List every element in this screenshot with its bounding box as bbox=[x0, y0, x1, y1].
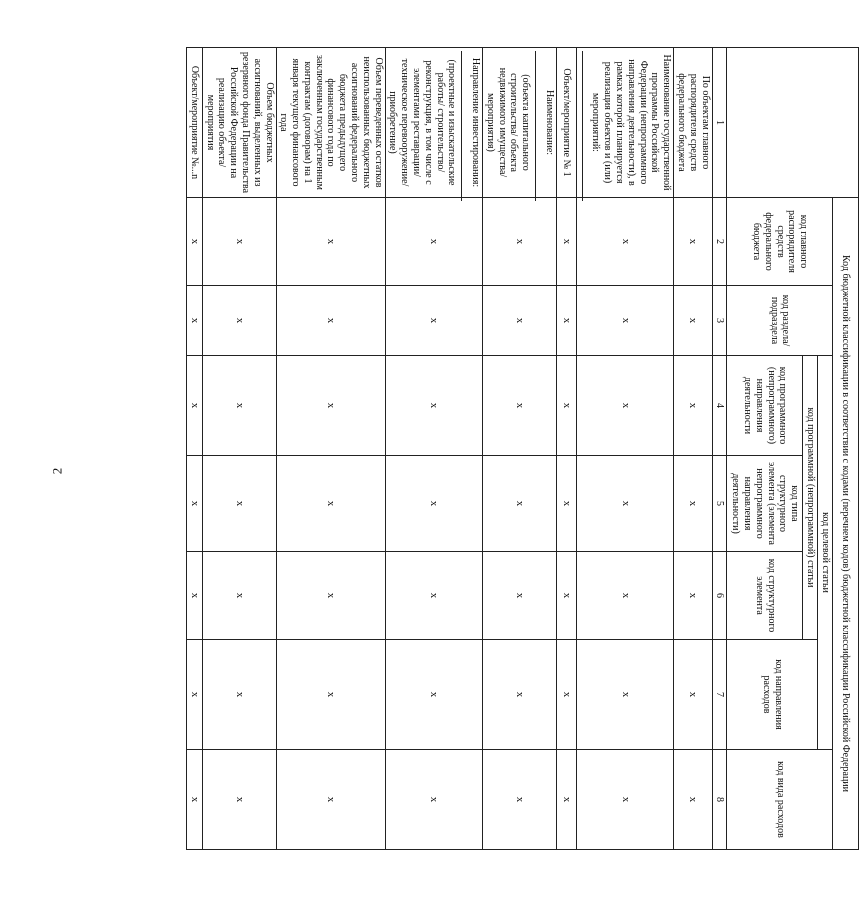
cross-mark: x bbox=[483, 286, 557, 356]
table-row bbox=[385, 48, 482, 850]
cross-mark: x bbox=[385, 198, 482, 286]
cross-mark: x bbox=[385, 286, 482, 356]
table-row bbox=[202, 48, 276, 850]
column-number: 3 bbox=[712, 286, 727, 356]
fill-in-line bbox=[535, 51, 542, 201]
cross-mark: x bbox=[483, 456, 557, 552]
cross-mark: x bbox=[202, 750, 276, 850]
cross-mark: x bbox=[202, 552, 276, 640]
structural-element-header: код структурного элемента bbox=[727, 552, 803, 640]
cross-mark: x bbox=[276, 640, 385, 750]
cross-mark: x bbox=[576, 552, 673, 640]
row-label: По объектам главного распорядителя средств федерального бюджета bbox=[674, 48, 712, 198]
cross-mark: x bbox=[276, 552, 385, 640]
cross-mark: x bbox=[483, 640, 557, 750]
cross-mark: x bbox=[674, 286, 712, 356]
cross-mark: x bbox=[674, 356, 712, 456]
cross-mark: x bbox=[674, 640, 712, 750]
cross-mark: x bbox=[276, 750, 385, 850]
cross-mark: x bbox=[576, 286, 673, 356]
cross-mark: x bbox=[276, 286, 385, 356]
object-name-label: Наименование: bbox=[543, 89, 555, 156]
cross-mark: x bbox=[202, 640, 276, 750]
cross-mark: x bbox=[186, 750, 202, 850]
cross-mark: x bbox=[576, 456, 673, 552]
cross-mark: x bbox=[483, 552, 557, 640]
row-label: Объем бюджетных ассигнований, выделенных из резервного фонда Правительства Российской Федерации на реализацию объекта/мероприятия bbox=[202, 48, 276, 198]
cross-mark: x bbox=[556, 552, 576, 640]
target-article-header: код целевой статьи bbox=[818, 356, 833, 750]
row-label bbox=[385, 48, 482, 198]
cross-mark: x bbox=[556, 198, 576, 286]
object-name-hint: (объекта капитального строительства/ объекта недвижимого имущества/ мероприятия) bbox=[484, 67, 532, 178]
cross-mark: x bbox=[483, 356, 557, 456]
cross-mark: x bbox=[674, 750, 712, 850]
budget-codes-group-header: Код бюджетной классификации в соответствии с кодами (перечнем кодов) бюджетной классификации Российской Федерации bbox=[833, 198, 859, 850]
table-row bbox=[576, 48, 673, 850]
cross-mark: x bbox=[556, 286, 576, 356]
cross-mark: x bbox=[556, 750, 576, 850]
section-header: код раздела/ подраздела bbox=[727, 286, 833, 356]
table-row bbox=[276, 48, 385, 850]
cross-mark: x bbox=[186, 286, 202, 356]
cross-mark: x bbox=[385, 640, 482, 750]
cross-mark: x bbox=[202, 356, 276, 456]
column-number: 4 bbox=[712, 356, 727, 456]
cross-mark: x bbox=[186, 640, 202, 750]
column-number: 2 bbox=[712, 198, 727, 286]
row-label: Объект/мероприятие № 1 bbox=[556, 48, 576, 198]
cross-mark: x bbox=[202, 286, 276, 356]
cross-mark: x bbox=[576, 356, 673, 456]
table-row bbox=[556, 48, 576, 850]
expense-type-header: код вида расходов bbox=[727, 750, 833, 850]
column-number: 1 bbox=[712, 48, 727, 198]
structural-type-header: код типа структурного элемента (элемента непрограммного направления деятельности) bbox=[727, 456, 803, 552]
cross-mark: x bbox=[576, 198, 673, 286]
cross-mark: x bbox=[186, 456, 202, 552]
row-label: Объем переведенных остатков неиспользованных бюджетных ассигнований федерального бюджета предыдущего финансового года по заключенным государственным контрактам (договорам) на 1 января текущего финансового года bbox=[276, 48, 385, 198]
cross-mark: x bbox=[674, 456, 712, 552]
row-label-header bbox=[727, 48, 859, 198]
cross-mark: x bbox=[556, 640, 576, 750]
cross-mark: x bbox=[186, 552, 202, 640]
program-article-header: код программной (непрограммной) статьи bbox=[803, 356, 818, 640]
program-name-label: Наименование государственной программы Российской Федерации (непрограммного направления деятельности), в рамках которой планируется реализация объектов и (или) мероприятий: bbox=[590, 54, 673, 191]
cross-mark: x bbox=[576, 640, 673, 750]
cross-mark: x bbox=[276, 456, 385, 552]
cross-mark: x bbox=[483, 750, 557, 850]
main-manager-header: код главного распорядителя средств федерального бюджета bbox=[727, 198, 833, 286]
cross-mark: x bbox=[186, 356, 202, 456]
column-number: 8 bbox=[712, 750, 727, 850]
table-row bbox=[186, 48, 202, 850]
cross-mark: x bbox=[276, 356, 385, 456]
fill-in-line bbox=[582, 51, 589, 201]
cross-mark: x bbox=[385, 356, 482, 456]
fill-in-line bbox=[461, 51, 468, 201]
cross-mark: x bbox=[186, 198, 202, 286]
cross-mark: x bbox=[202, 198, 276, 286]
column-number: 6 bbox=[712, 552, 727, 640]
page-number: 2 bbox=[49, 467, 65, 475]
row-label: Объект/мероприятие №...n bbox=[186, 48, 202, 198]
cross-mark: x bbox=[556, 456, 576, 552]
cross-mark: x bbox=[576, 750, 673, 850]
column-number: 5 bbox=[712, 456, 727, 552]
table-row bbox=[674, 48, 712, 850]
table-row bbox=[483, 48, 557, 850]
cross-mark: x bbox=[385, 552, 482, 640]
expense-direction-header: код направления расходов bbox=[727, 640, 818, 750]
cross-mark: x bbox=[202, 456, 276, 552]
row-label bbox=[483, 48, 557, 198]
row-label bbox=[576, 48, 673, 198]
cross-mark: x bbox=[483, 198, 557, 286]
cross-mark: x bbox=[385, 456, 482, 552]
rotated-table-area bbox=[57, 47, 852, 849]
column-number: 7 bbox=[712, 640, 727, 750]
cross-mark: x bbox=[385, 750, 482, 850]
cross-mark: x bbox=[276, 198, 385, 286]
investment-direction-hint: (проектные и изыскательские работы/ строительство/ реконструкция, в том числе с элементами реставрации/ техническое перевооружение/ приобретение) bbox=[387, 58, 458, 187]
program-direction-header: код программного (непрограммного) направления деятельности bbox=[727, 356, 803, 456]
cross-mark: x bbox=[556, 356, 576, 456]
cross-mark: x bbox=[674, 198, 712, 286]
budget-codes-table bbox=[188, 47, 859, 849]
investment-direction-label: Направление инвестирования: bbox=[470, 57, 482, 188]
cross-mark: x bbox=[674, 552, 712, 640]
